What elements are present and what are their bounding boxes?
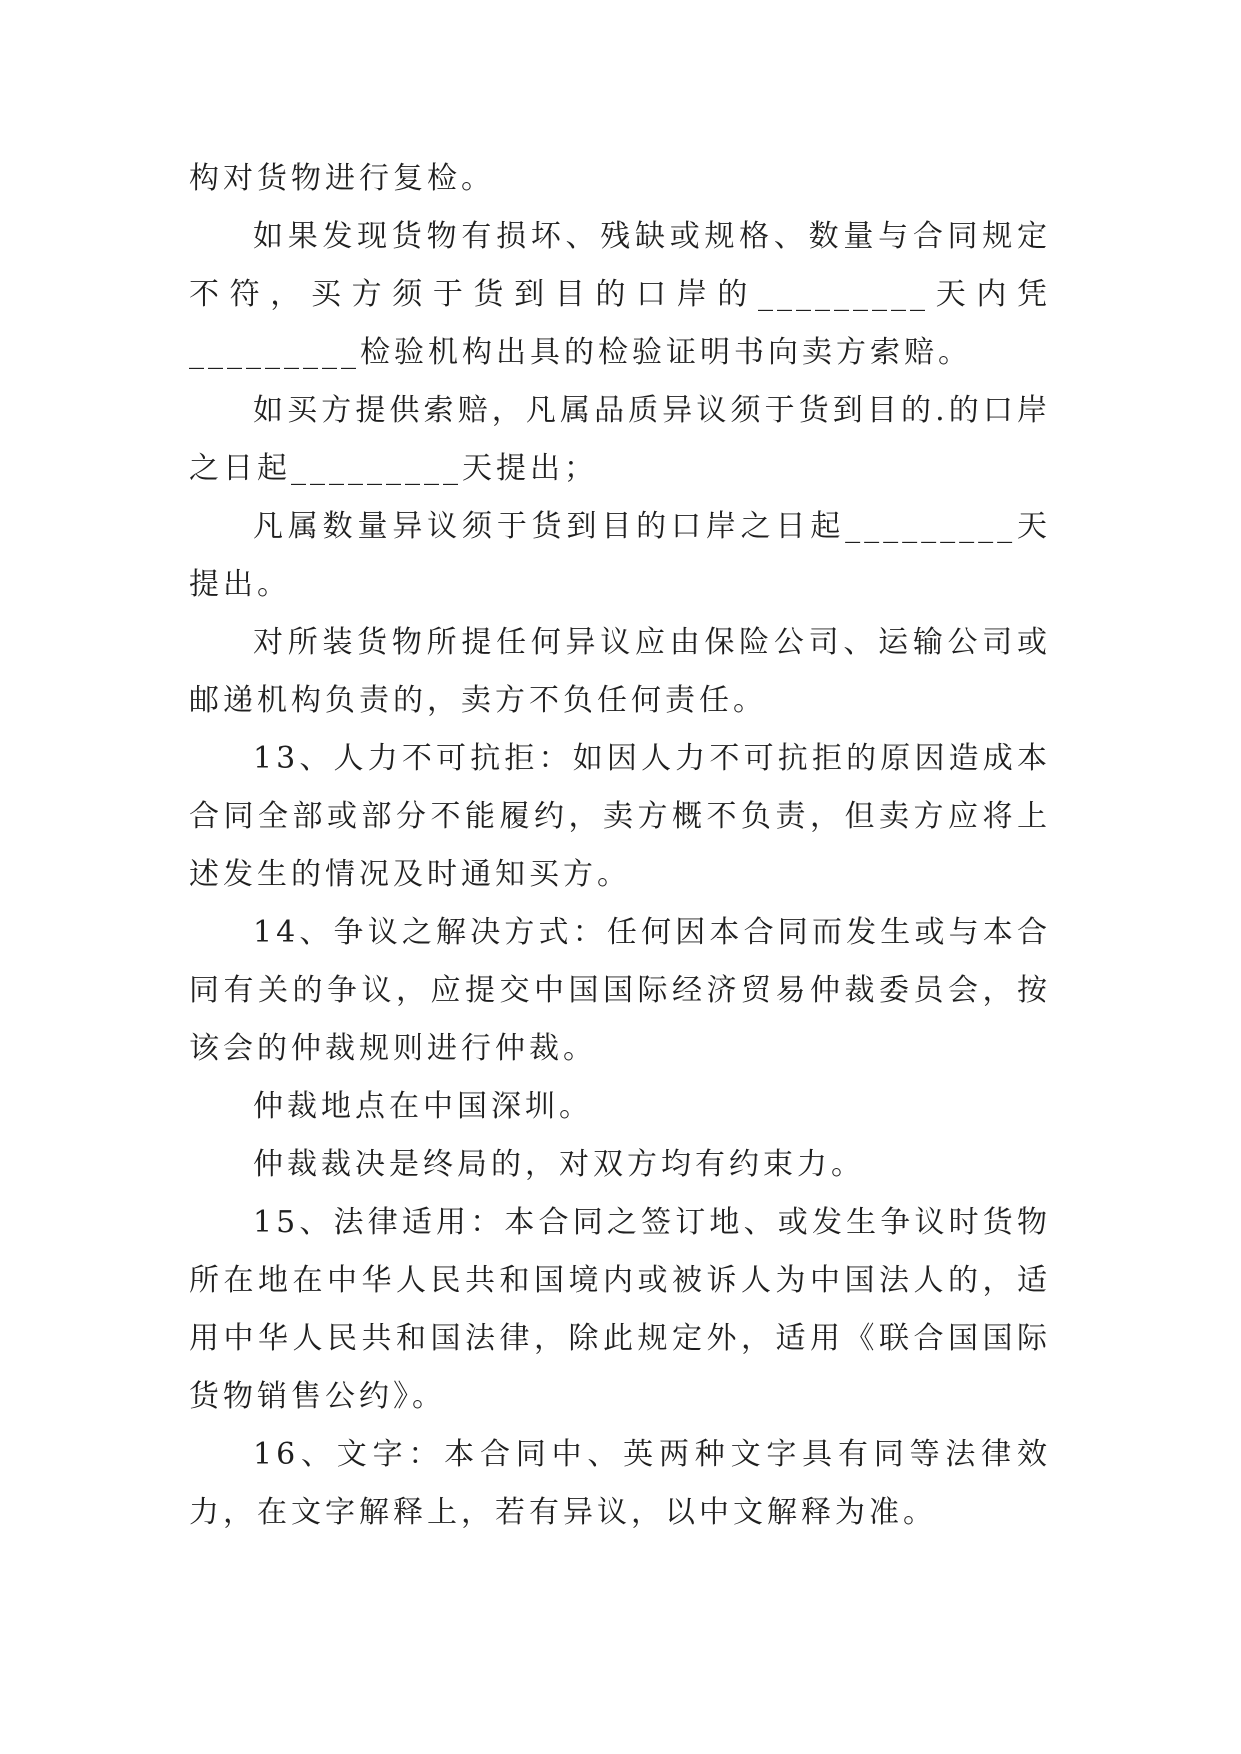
clause-16-language: 16、文字：本合同中、英两种文字具有同等法律效力，在文字解释上，若有异议，以中文解释为准。 xyxy=(189,1437,1051,1530)
paragraph-quality-objection: 如买方提供索赔，凡属品质异议须于货到目的.的口岸之日起_________天提出； xyxy=(189,393,1051,486)
paragraph-claim-damage: 如果发现货物有损坏、残缺或规格、数量与合同规定不符，买方须于货到目的口岸的_________天内凭_________检验机构出具的检验证明书向卖方索赔。 xyxy=(189,219,1051,370)
document-body xyxy=(189,150,1051,1542)
paragraph-arbitration-final: 仲裁裁决是终局的，对双方均有约束力。 xyxy=(253,1147,865,1182)
paragraph-arbitration-place: 仲裁地点在中国深圳。 xyxy=(253,1089,593,1124)
paragraph-quantity-objection: 凡属数量异议须于货到目的口岸之日起_________天提出。 xyxy=(189,509,1051,602)
paragraph-recheck: 构对货物进行复检。 xyxy=(189,161,495,196)
clause-15-applicable-law: 15、法律适用：本合同之签订地、或发生争议时货物所在地在中华人民共和国境内或被诉人为中国法人的，适用中华人民共和国法律，除此规定外，适用《联合国国际货物销售公约》。 xyxy=(189,1205,1051,1414)
clause-13-force-majeure: 13、人力不可抗拒：如因人力不可抗拒的原因造成本合同全部或部分不能履约，卖方概不负责，但卖方应将上述发生的情况及时通知买方。 xyxy=(189,741,1051,892)
paragraph-insurer-responsibility: 对所装货物所提任何异议应由保险公司、运输公司或邮递机构负责的，卖方不负任何责任。 xyxy=(189,625,1051,718)
clause-14-dispute-resolution: 14、争议之解决方式：任何因本合同而发生或与本合同有关的争议，应提交中国国际经济贸易仲裁委员会，按该会的仲裁规则进行仲裁。 xyxy=(189,915,1051,1066)
